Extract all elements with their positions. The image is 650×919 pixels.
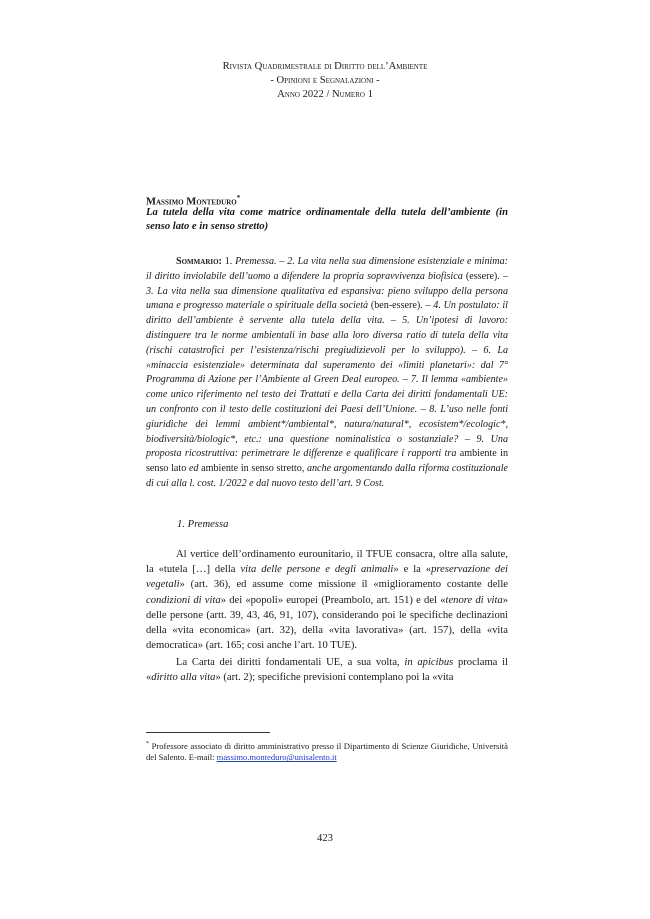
author-footnote-mark[interactable]: * bbox=[236, 194, 241, 202]
paragraph-italic-run: preservazione dei vegetali bbox=[146, 564, 509, 591]
summary-run: (ben-essere). bbox=[370, 300, 423, 312]
paragraph-italic-run: vita delle persone e degli animali bbox=[240, 564, 394, 576]
journal-header bbox=[0, 60, 650, 102]
summary-run: ambiente in senso lato bbox=[146, 448, 508, 475]
summary-text bbox=[146, 256, 508, 489]
paragraph-run: » dei «popoli» europei (Preambolo, art. 151) e del « bbox=[220, 594, 446, 606]
summary-italic-run: , anche argomentando dalla riforma costituzionale di cui alla l. cost. 1/2022 e dal nuovo testo dell’art. 9 Cost. bbox=[146, 463, 508, 489]
footnote-mark: * bbox=[146, 741, 149, 747]
paragraph-run: proclama il « bbox=[146, 657, 508, 684]
paragraph-run: » e la « bbox=[393, 564, 432, 576]
paragraph-run: La Carta dei diritti fondamentali UE, a sua volta, bbox=[176, 657, 405, 668]
summary-italic-run: – 4. Un postulato: il diritto dell’ambiente è servente alla tutela della vita. – 5. Un’ipotesi di lavoro: distinguere tra le norme ambientali in base alla loro diversa ratio di tutela della vita (rischi catastrofici per l’esistenza/rischi pregiudizievoli per lo sviluppo). – 6. La «minaccia esistenziale» determinata dal superamento dei «limiti planetari»: dal 7° Programma di Azione per l’Ambiente al Green Deal europeo. – 7. Il lemma «ambiente» come unico riferimento nel testo dei Trattati e della Carta dei diritti fondamentali UE: un confronto con il testo delle costituzioni dei Paesi dell’Unione. – 8. L’uso nelle fonti giuridiche dei lemmi ambient*/ambiental*, natura/natural*, ecosistem*/ecologic*, biodiversità/biologic*, etc.: una questione nominalistica o sostanziale? – 9. Una proposta ricostruttiva: perimetrare le differenze e qualificare i rapporti tra bbox=[146, 300, 508, 460]
footnote-divider bbox=[146, 732, 270, 733]
article-title: La tutela della vita come matrice ordinamentale della tutela dell’ambiente (in senso lato e in senso stretto) bbox=[146, 207, 508, 232]
summary-run: (essere). bbox=[465, 270, 500, 282]
footnote-text: Professore associato di diritto amministrativo presso il Dipartimento di Scienze Giuridiche, Università del Salento. E-mail: bbox=[146, 740, 508, 763]
author-name: Massimo Monteduro bbox=[146, 196, 237, 208]
paragraph-run: » delle persone (artt. 39, 43, 46, 91, 107), considerando poi le specifiche declinazioni della «vita economica» (art. 32), della «vita lavorativa» (art. 157), della «vita democratica» (art. 165; così anche l’art. 10 TUE). bbox=[146, 594, 509, 652]
summary-italic-run: ed bbox=[188, 463, 199, 475]
paragraph-run: » (art. 2); specifiche previsioni contemplano poi la «vita bbox=[215, 672, 454, 684]
journal-section: - Opinioni e Segnalazioni - bbox=[270, 75, 380, 86]
footnote-email-link[interactable]: massimo.monteduro@unisalento.it bbox=[216, 752, 337, 763]
body-paragraph bbox=[146, 547, 508, 653]
journal-issue: Anno 2022 / Numero 1 bbox=[277, 89, 373, 100]
section-heading: 1. Premessa bbox=[177, 519, 229, 530]
paragraph-italic-run: diritto alla vita bbox=[151, 672, 216, 684]
paragraph-run: » (art. 36), ed assume come missione il «miglioramento costante delle bbox=[179, 579, 508, 591]
page-number: 423 bbox=[317, 833, 333, 844]
summary-label: Sommario: bbox=[176, 256, 222, 267]
paragraph-italic-run: tenore di vita bbox=[445, 594, 503, 606]
journal-title: Rivista Quadrimestrale di Diritto dell’Ambiente bbox=[222, 61, 428, 72]
paragraph-run: Al vertice dell’ordinamento eurounitario, il TFUE consacra, oltre alla salute, la «tutela […] della bbox=[146, 549, 508, 576]
summary-run: ambiente in senso stretto bbox=[198, 463, 302, 475]
summary-run: 1. bbox=[221, 256, 236, 267]
summary-italic-run: Premessa. – 2. La vita nella sua dimensione esistenziale e minima: il diritto inviolabile dell’uomo a difendere la propria sopravvivenza biofisica bbox=[146, 256, 508, 282]
summary-italic-run: – 3. La vita nella sua dimensione qualitativa ed espansiva: pieno sviluppo della persona umana e progresso materiale o spirituale della società bbox=[146, 270, 508, 312]
footnote bbox=[146, 739, 508, 764]
body-paragraph bbox=[146, 655, 508, 685]
paragraph-italic-run: condizioni di vita bbox=[146, 594, 221, 606]
paragraph-italic-run: in apicibus bbox=[404, 657, 454, 668]
summary-block bbox=[146, 255, 508, 492]
